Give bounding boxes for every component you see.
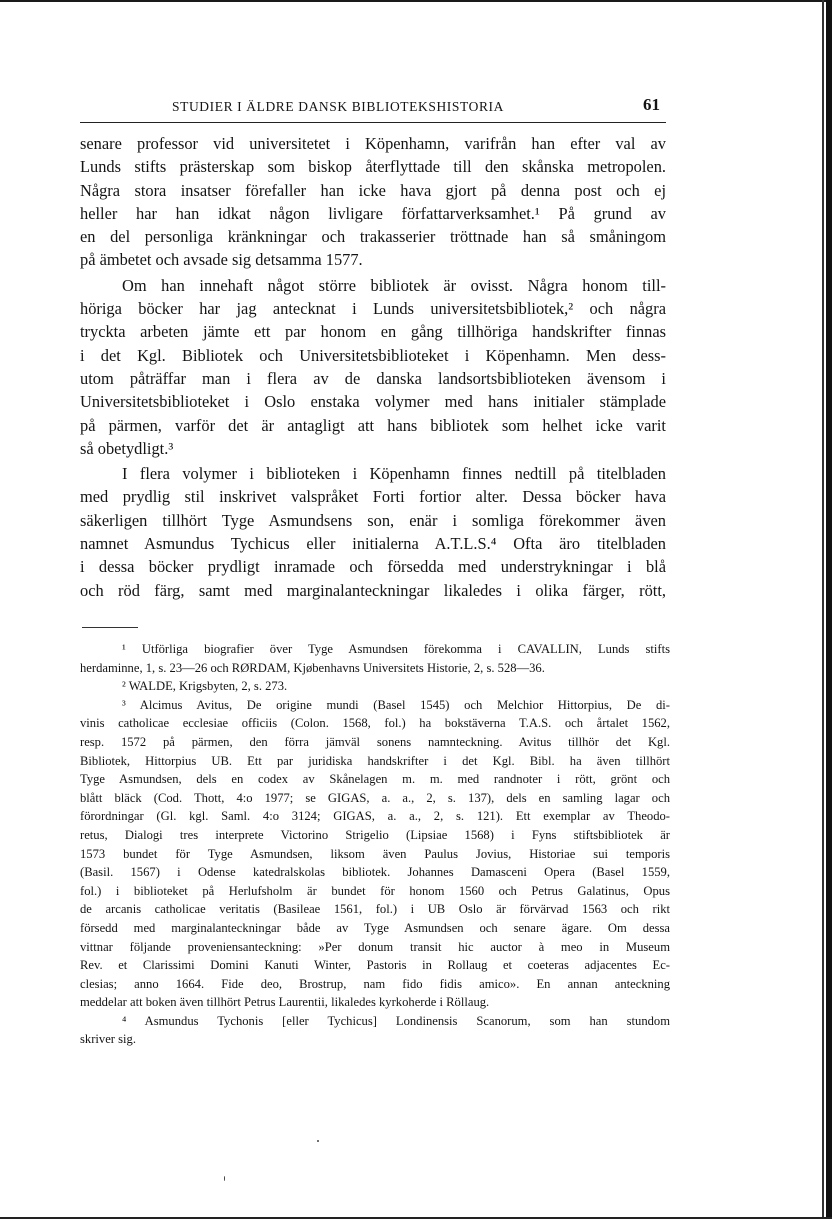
footnote-3-line: Bibliotek, Hittorpius UB. Ett par juridiska handskrifter i det Kgl. Bibl. ha även tillhört (80, 753, 670, 768)
text-line: I flera volymer i biblioteken i Köpenhamn finnes nedtill på titelbladen (122, 464, 666, 484)
footnote-rule (82, 627, 138, 628)
text-line: Lunds stifts prästerskap som biskop återflyttade till den skånska metropolen. (80, 157, 666, 177)
footnote-3-line: blått bläck (Cod. Thott, 4:o 1977; se GIGAS, a. a., 2, s. 137), dels en samling lagar och (80, 790, 670, 805)
footnote-1-line: herdaminne, 1, s. 23—26 och RØRDAM, Kjøbenhavns Universitets Historie, 2, s. 528—36. (80, 660, 545, 675)
scan-speck (317, 1140, 319, 1142)
text-line: namnet Asmundus Tychicus eller initialerna A.T.L.S.⁴ Ofta äro titelbladen (80, 534, 666, 554)
text-line: på ämbetet och avsade sig detsamma 1577. (80, 250, 363, 270)
page-number: 61 (643, 95, 660, 114)
header-rule (80, 122, 666, 123)
footnote-3-line: retus, Dialogi tres interprete Victorino Strigelio (Lipsiae 1568) i Fyns stiftsbibliotek är (80, 827, 670, 842)
footnote-3-line: förordningar (Gl. kgl. Saml. 4:o 3124; GIGAS, a. a., 2, s. 121). Ett exemplar av Theodo- (80, 809, 670, 824)
text-line: höriga böcker har jag antecknat i Lunds universitetsbibliotek,² och några (80, 299, 666, 319)
footnote-4-line: skriver sig. (80, 1032, 136, 1047)
footnote-3-line: de arcanis catholicae veritatis (Basileae 1561, fol.) i UB Oslo är förvärvad 1563 och rikt (80, 902, 670, 917)
footnote-3-line: försedd med marginalanteckningar både av Tyge Asmundsen och senare ägare. Om dessa (80, 920, 670, 935)
footnote-3-line: vinis catholicae ecclesiae officiis (Colon. 1568, fol.) ha bokstäverna T.A.S. och årtalet 1562, (80, 716, 670, 731)
text-line: senare professor vid universitetet i Köpenhamn, varifrån han efter val av (80, 134, 666, 153)
text-line: säkerligen tillhört Tyge Asmundsens son, enär i somliga förekommer även (80, 510, 666, 530)
text-line: utom påträffar man i flera av de danska landsortsbiblioteken ävensom i (80, 368, 666, 388)
text-line: tryckta arbeten jämte ett par honom en gång tillhöriga handskrifter finnas (80, 322, 666, 342)
main-text (80, 132, 666, 602)
text-line: i dessa böcker prydligt inramade och försedda med understrykningar i blå (80, 557, 666, 577)
footnote-3-line: ³ Alcimus Avitus, De origine mundi (Basel 1545) och Melchior Hittorpius, De di- (122, 697, 670, 712)
footnote-3-line: fol.) i biblioteket på Herlufsholm är bundet för honom 1560 och Petrus Galatinus, Opus (80, 883, 670, 898)
running-title: STUDIER I ÄLDRE DANSK BIBLIOTEKSHISTORIA (172, 99, 504, 114)
text-line: och röd färg, samt med marginalanteckningar likaledes i olika färger, rött, (80, 580, 666, 600)
page-header (80, 97, 666, 121)
scan-border-right (826, 0, 832, 1219)
text-line: heller har han idkat någon livligare författarverksamhet.¹ På grund av (80, 203, 666, 223)
text-line: Universitetsbiblioteket i Oslo enstaka volymer med hans initialer stämplade (80, 392, 666, 412)
footnotes (80, 640, 670, 1049)
text-line: Några stora insatser förefaller han icke hava gjort på denna post och ej (80, 180, 666, 200)
footnote-3-line: meddelar att boken även tillhört Petrus Laurentii, likaledes kyrkoherde i Röllaug. (80, 995, 490, 1010)
footnote-3-line: resp. 1572 på pärmen, den förra jämväl sonens namnteckning. Avitus tillhör det Kgl. (80, 734, 670, 749)
scan-speck (224, 1176, 225, 1181)
text-line: i det Kgl. Bibliotek och Universitetsbiblioteket i Köpenhamn. Men dess- (80, 345, 666, 365)
footnote-1-line: ¹ Utförliga biografier över Tyge Asmundsen förekomma i CAVALLIN, Lunds stifts (122, 642, 670, 656)
footnote-3-line: vittnar följande proveniensanteckning: »Per donum transit hic auctor à meo in Museum (80, 939, 670, 954)
footnote-3-line: Tyge Asmundsen, dels en codex av Skånelagen m. m. med randnoter i rött, grönt och (80, 772, 670, 787)
footnote-4-line: ⁴ Asmundus Tychonis [eller Tychicus] Londinensis Scanorum, som han stundom (122, 1013, 670, 1028)
text-line: på pärmen, varför det är antagligt att hans bibliotek som helhet icke varit (80, 415, 666, 435)
footnote-3-line: 1573 bundet för Tyge Asmundsen, liksom även Paulus Jovius, Historiae sui temporis (80, 846, 670, 861)
text-line: en del personliga kränkningar och trakasserier tröttnade han så småningom (80, 227, 666, 247)
footnote-3-line: (Basil. 1567) i Odense katedralskolas bibliotek. Johannes Damasceni Opera (Basel 1559, (80, 865, 670, 880)
footnote-2: ² WALDE, Krigsbyten, 2, s. 273. (122, 679, 288, 694)
scan-border-top (0, 0, 832, 2)
footnote-3-line: clesias; anno 1664. Fide deo, Brostrup, nam fido fidis amico». En annan anteckning (80, 976, 670, 991)
text-line: med prydlig stil inskrivet valspråket Forti fortior alter. Dessa böcker hava (80, 487, 666, 507)
footnote-3-line: Rev. et Clarissimi Domini Kanuti Winter, Pastoris in Rollaug et coeteras adjacentes Ec- (80, 958, 670, 973)
scan-border-right-inner (822, 0, 824, 1219)
text-line: så obetydligt.³ (80, 438, 174, 458)
text-line: Om han innehaft något större bibliotek är ovisst. Några honom till- (122, 275, 666, 295)
